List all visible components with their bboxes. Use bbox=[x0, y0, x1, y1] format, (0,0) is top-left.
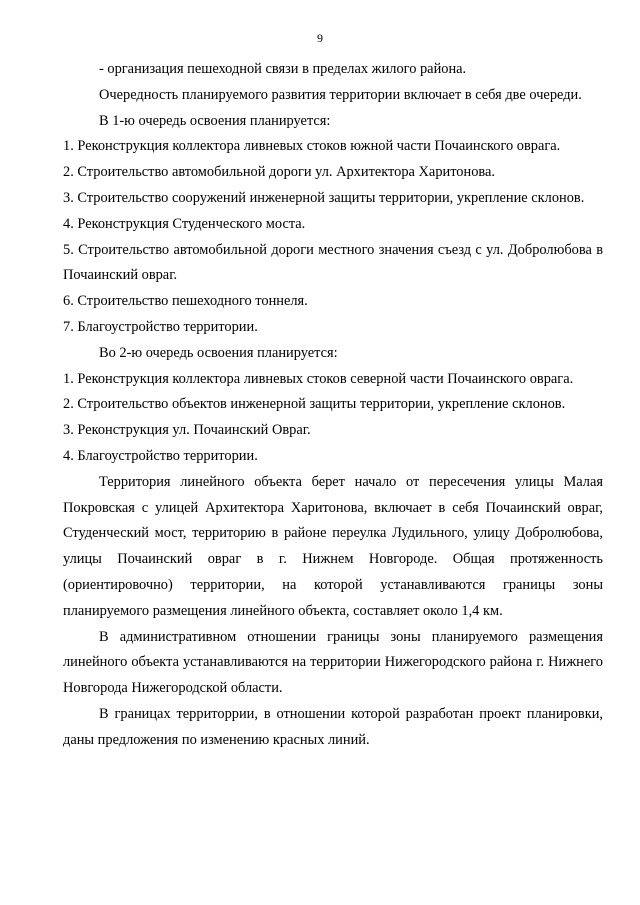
paragraph-administrative-location: В административном отношении границы зоны планируемого размещения линейного объекта устанавливаются на территории Нижегородского района г. Нижнего Новгорода Нижегородской области. bbox=[63, 628, 603, 697]
stage-1-item-5: 5. Строительство автомобильной дороги местного значения съезд с ул. Добролюбова в Почаинский овраг. bbox=[63, 241, 603, 284]
stage-1-item-3: 3. Строительство сооружений инженерной защиты территории, укрепление склонов. bbox=[63, 189, 585, 206]
heading-stage-1: В 1-ю очередь освоения планируется: bbox=[99, 112, 331, 129]
stage-1-item-2: 2. Строительство автомобильной дороги ул. Архитектора Харитонова. bbox=[63, 164, 495, 181]
page-number: 9 bbox=[317, 31, 323, 45]
paragraph-pedestrian-link: - организация пешеходной связи в пределах жилого района. bbox=[99, 61, 467, 77]
stage-1-item-7: 7. Благоустройство территории. bbox=[63, 318, 258, 335]
stage-1-item-6: 6. Строительство пешеходного тоннеля. bbox=[63, 293, 308, 310]
paragraph-territory-description: Территория линейного объекта берет начало от пересечения улицы Малая Покровская с улицей Архитектора Харитонова, включает в себя Почаинский овраг, Студенческий мост, территорию в районе переулка Лудильного, улицу Добролюбова, улицы Почаинский овраг в г. Нижнем Новгороде. Общая протяженность (ориентировочно) территории, на которой устанавливаются границы зоны планируемого размещения линейного объекта, составляет около 1,4 км. bbox=[63, 473, 603, 619]
paragraph-development-stages: Очередность планируемого развития территории включает в себя две очереди. bbox=[99, 86, 582, 103]
stage-2-item-1: 1. Реконструкция коллектора ливневых стоков северной части Почаинского оврага. bbox=[63, 370, 574, 387]
stage-1-item-1: 1. Реконструкция коллектора ливневых стоков южной части Почаинского оврага. bbox=[63, 138, 561, 155]
paragraph-red-lines: В границах территоррии, в отношении которой разработан проект планировки, даны предложения по изменению красных линий. bbox=[63, 705, 603, 748]
stage-2-item-4: 4. Благоустройство территории. bbox=[63, 447, 258, 464]
stage-1-item-4: 4. Реконструкция Студенческого моста. bbox=[63, 215, 306, 232]
document-body bbox=[63, 57, 603, 754]
stage-2-item-2: 2. Строительство объектов инженерной защиты территории, укрепление склонов. bbox=[63, 396, 566, 413]
heading-stage-2: Во 2-ю очередь освоения планируется: bbox=[99, 344, 338, 361]
stage-2-item-3: 3. Реконструкция ул. Почаинский Овраг. bbox=[63, 422, 311, 439]
